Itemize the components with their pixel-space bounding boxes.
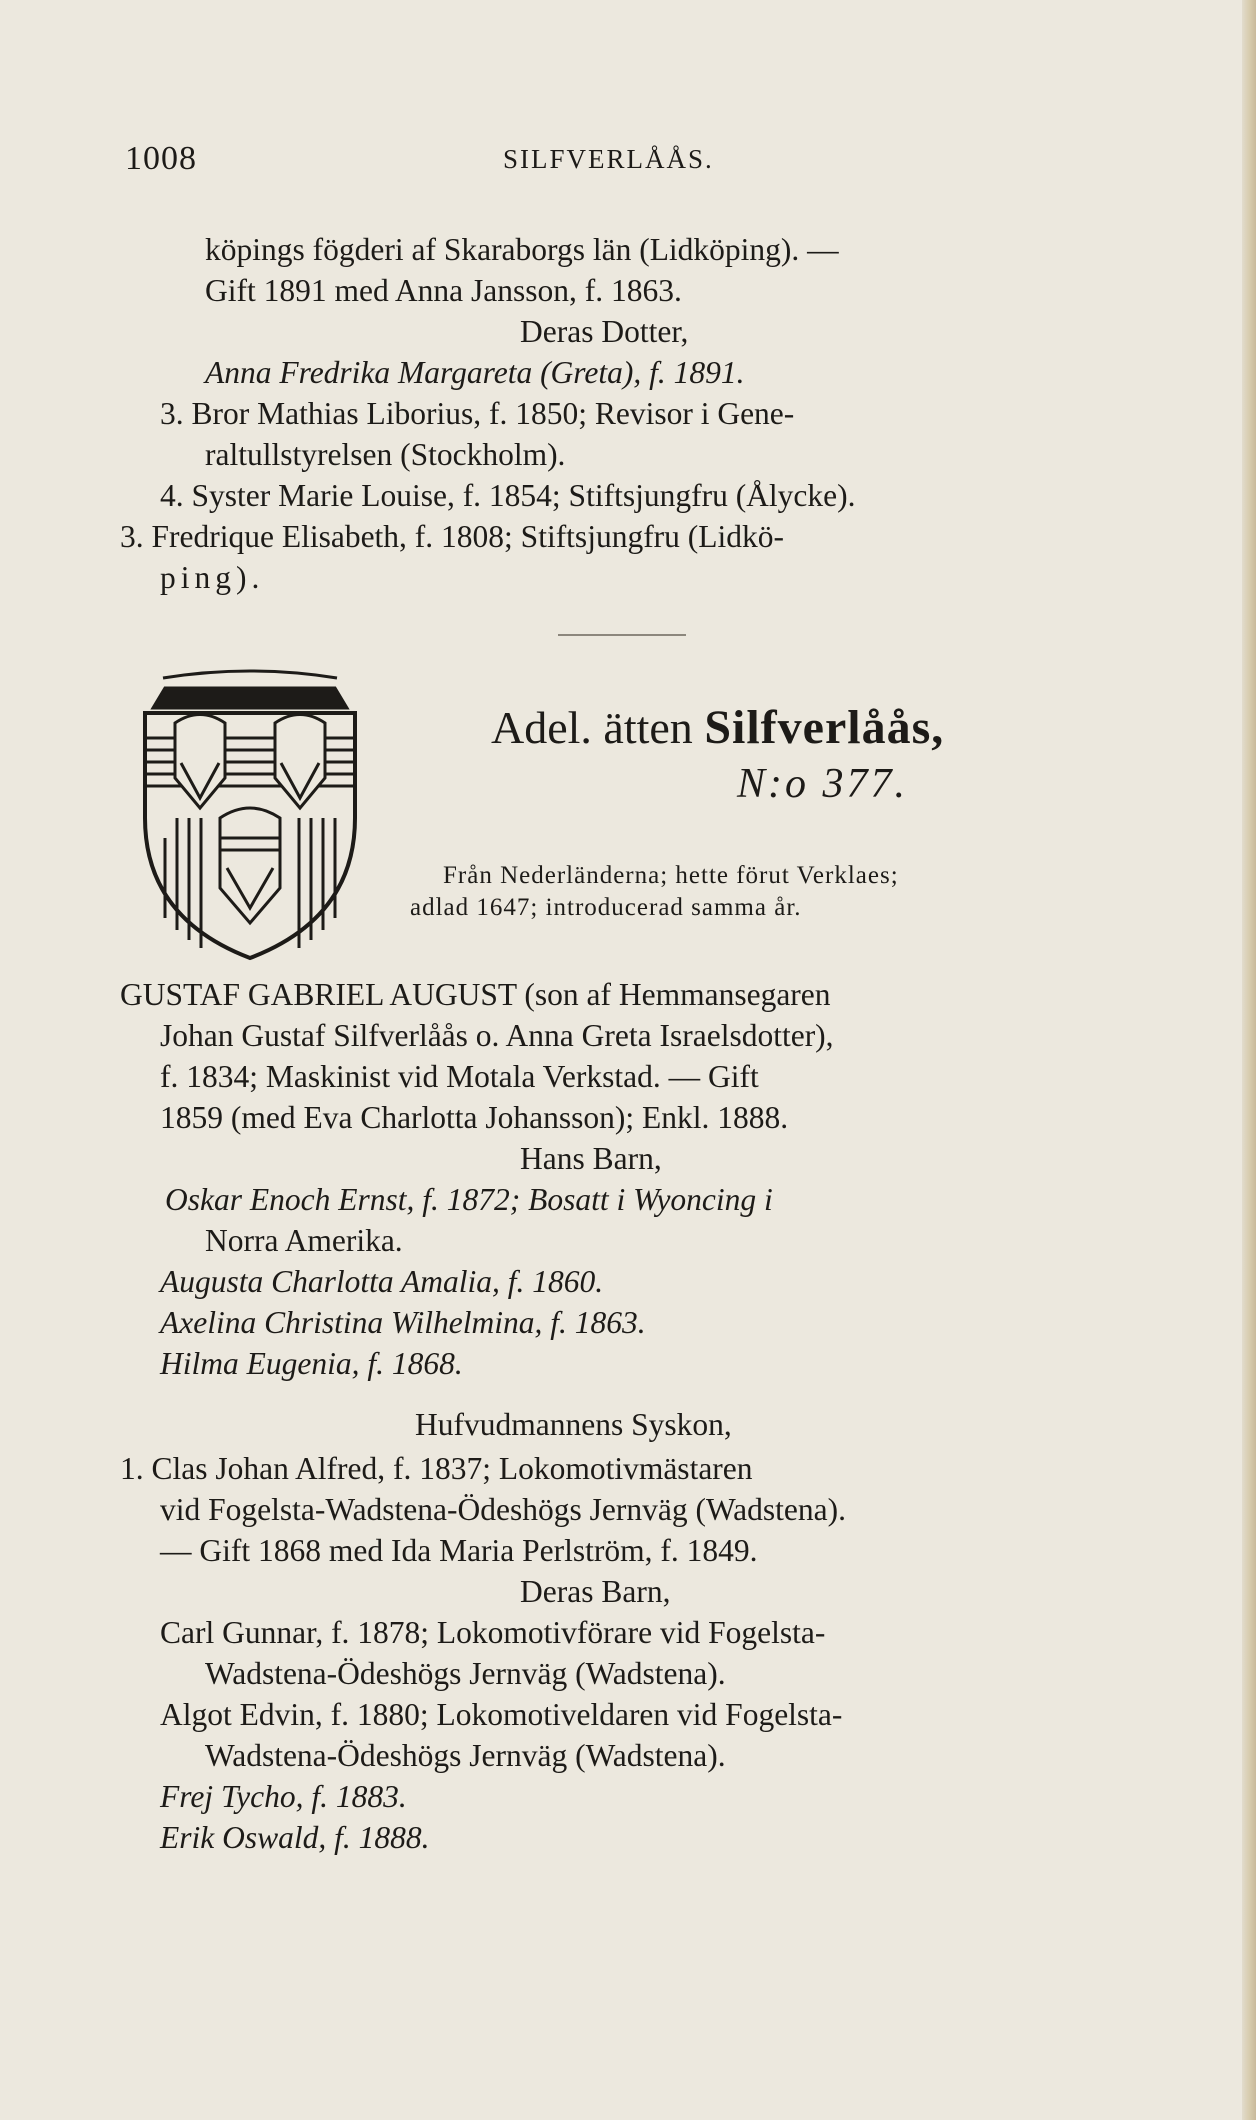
family-number: N:o 377. xyxy=(737,761,908,807)
text-line: Norra Amerika. xyxy=(205,1223,403,1258)
coat-of-arms-icon xyxy=(125,668,375,964)
text-line: Anna Fredrika Margareta (Greta), f. 1891. xyxy=(205,355,745,390)
page-header xyxy=(125,140,1125,180)
text-line: Wadstena-Ödeshögs Jernväg (Wadstena). xyxy=(205,1738,726,1773)
text-line: Augusta Charlotta Amalia, f. 1860. xyxy=(160,1264,604,1299)
origin-line: adlad 1647; introducerad samma år. xyxy=(410,894,802,921)
text-line: Axelina Christina Wilhelmina, f. 1863. xyxy=(160,1305,646,1340)
text-line: köpings fögderi af Skaraborgs län (Lidköping). — xyxy=(205,232,839,267)
text-line: Carl Gunnar, f. 1878; Lokomotivförare vid Fogelsta- xyxy=(160,1615,826,1650)
text-line: Hilma Eugenia, f. 1868. xyxy=(160,1346,463,1381)
family-name: Silfverlåås, xyxy=(704,701,945,754)
text-line: Wadstena-Ödeshögs Jernväg (Wadstena). xyxy=(205,1656,726,1691)
text-line: — Gift 1868 med Ida Maria Perlström, f. 1849. xyxy=(160,1533,758,1568)
text-line: 3. Bror Mathias Liborius, f. 1850; Revisor i Gene- xyxy=(160,396,795,431)
family-title xyxy=(491,700,944,755)
text-line: Johan Gustaf Silfverlåås o. Anna Greta Israelsdotter), xyxy=(160,1018,834,1053)
text-line: Deras Barn, xyxy=(520,1574,671,1609)
text-line: f. 1834; Maskinist vid Motala Verkstad. — Gift xyxy=(160,1059,759,1094)
origin-line: Från Nederländerna; hette förut Verklaes; xyxy=(443,862,899,889)
running-title: SILFVERLÅÅS. xyxy=(503,144,714,174)
text-line: Hufvudmannens Syskon, xyxy=(415,1407,732,1442)
text-line: 4. Syster Marie Louise, f. 1854; Stiftsjungfru (Ålycke). xyxy=(160,478,856,513)
text-line: GUSTAF GABRIEL AUGUST (son af Hemmansegaren xyxy=(120,977,831,1012)
text-line: 1. Clas Johan Alfred, f. 1837; Lokomotivmästaren xyxy=(120,1451,753,1486)
text-line: 3. Fredrique Elisabeth, f. 1808; Stiftsjungfru (Lidkö- xyxy=(120,519,785,554)
text-line: Algot Edvin, f. 1880; Lokomotiveldaren vid Fogelsta- xyxy=(160,1697,843,1732)
text-line: Gift 1891 med Anna Jansson, f. 1863. xyxy=(205,273,682,308)
page-edge xyxy=(1242,0,1256,2120)
text-line: Erik Oswald, f. 1888. xyxy=(160,1820,430,1855)
text-line: vid Fogelsta-Wadstena-Ödeshögs Jernväg (Wadstena). xyxy=(160,1492,846,1527)
text-line: Deras Dotter, xyxy=(520,314,689,349)
section-divider xyxy=(558,634,686,636)
text-line: 1859 (med Eva Charlotta Johansson); Enkl. 1888. xyxy=(160,1100,789,1135)
text-line: Oskar Enoch Ernst, f. 1872; Bosatt i Wyoncing i xyxy=(165,1182,773,1217)
text-line: Hans Barn, xyxy=(520,1141,662,1176)
title-prefix: Adel. ätten xyxy=(491,702,693,753)
text-line: raltullstyrelsen (Stockholm). xyxy=(205,437,566,472)
page-number: 1008 xyxy=(125,140,197,177)
text-line: Frej Tycho, f. 1883. xyxy=(160,1779,407,1814)
text-line: ping). xyxy=(160,560,265,595)
